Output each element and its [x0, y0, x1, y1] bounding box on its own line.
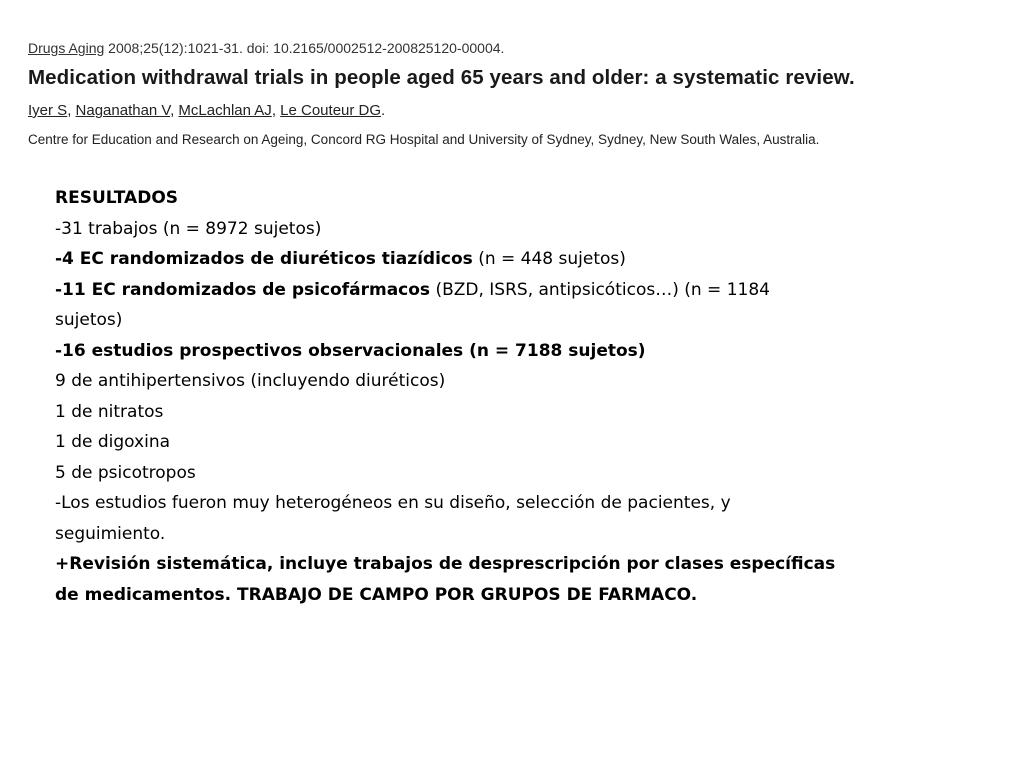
result-conclusion: +Revisión sistemática, incluye trabajos de desprescripción por clases específicas — [55, 554, 836, 574]
author-separator: , — [170, 102, 179, 119]
citation-reference — [28, 38, 998, 58]
result-antihypertensives: 9 de antihipertensivos (incluyendo diuréticos) — [55, 371, 446, 391]
result-psychotropic-trials-cont: sujetos) — [55, 310, 123, 330]
author-separator: , — [271, 102, 281, 119]
author-link[interactable]: Naganathan V — [75, 102, 171, 119]
results-section — [55, 183, 935, 610]
result-conclusion-cont: de medicamentos. TRABAJO DE CAMPO POR GRUPOS DE FARMACO. — [55, 584, 698, 605]
result-digoxin: 1 de digoxina — [55, 432, 171, 452]
citation-reference-text: 2008;25(12):1021-31. doi: 10.2165/0002512-200825120-00004. — [104, 40, 505, 56]
result-nitrates: 1 de nitratos — [55, 401, 164, 422]
citation-block — [28, 38, 998, 149]
author-link[interactable]: Iyer S — [28, 102, 68, 119]
author-link[interactable]: Le Couteur DG — [280, 102, 382, 119]
result-thiazide-trials: -4 EC randomizados de diuréticos tiazídicos (n = 448 sujetos) — [55, 249, 626, 269]
journal-link[interactable]: Drugs Aging — [28, 40, 105, 56]
paper-title: Medication withdrawal trials in people aged 65 years and older: a systematic review. — [28, 66, 855, 89]
author-affiliation: Centre for Education and Research on Ageing, Concord RG Hospital and University of Sydney, Sydney, New South Wales, Australia. — [28, 132, 820, 147]
author-link[interactable]: McLachlan AJ — [178, 102, 272, 119]
authors-end: . — [381, 102, 386, 119]
author-separator: , — [67, 102, 76, 119]
result-psychotropics: 5 de psicotropos — [55, 462, 196, 483]
result-total-studies: -31 trabajos (n = 8972 sujetos) — [55, 218, 322, 239]
author-list — [28, 101, 998, 121]
result-observational-studies: -16 estudios prospectivos observacionales (n = 7188 sujetos) — [55, 340, 646, 361]
result-psychotropic-trials: -11 EC randomizados de psicofármacos (BZD, ISRS, antipsicóticos…) (n = 1184 — [55, 279, 770, 300]
result-heterogeneity-cont: seguimiento. — [55, 523, 166, 544]
result-heterogeneity: -Los estudios fueron muy heterogéneos en su diseño, selección de pacientes, y — [55, 493, 731, 513]
results-heading: RESULTADOS — [55, 188, 179, 208]
